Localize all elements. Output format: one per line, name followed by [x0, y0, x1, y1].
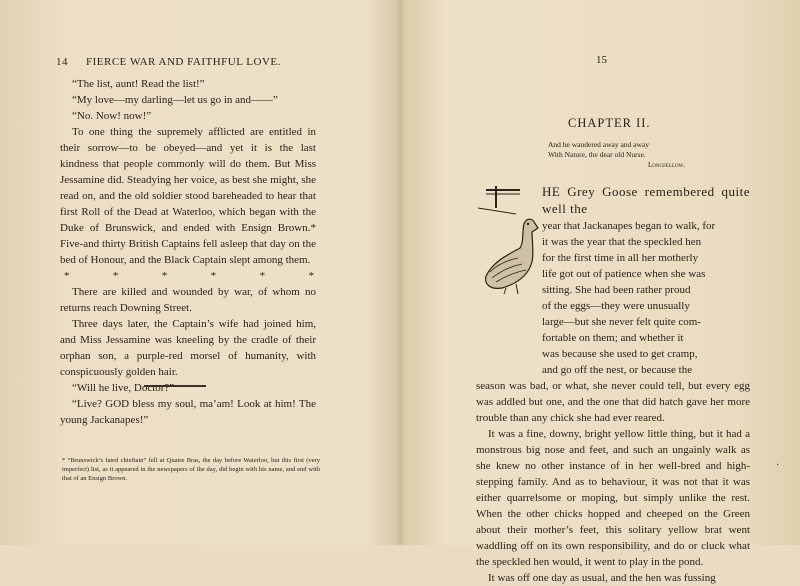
paragraph: season was bad, or what, she never could tell, but every egg was addled but one, and the one that did hatch gave her more trouble than any chick she had ever reared.: [476, 380, 750, 424]
left-page: [0, 0, 400, 545]
running-head-title: FIERCE WAR AND FAITHFUL LOVE.: [86, 56, 281, 68]
footnote: * “Brunswick’s fated chieftain” fell at Quatre Bras, the day before Waterloo, but this first (very imperfect) list, as it appeared in the newspapers of the day, did begin with his name, and end with that of an Ensign Brown.: [62, 457, 320, 482]
paragraph: To one thing the supremely afflicted are entitled in their sorrow—to be obeyed—and yet it is the last kindness that people commonly will do them. But Miss Jessamine did. Steadying her voice, as best she might, she read on, and the old soldier stood bareheaded to hear that first Roll of the Dead at Waterloo, which began with the Duke of Brunswick, and ended with Ensign Brown.* Five-and thirty British Captains fell asleep that day on the bed of Honour, and the Black Captain slept among them.: [60, 126, 316, 266]
paragraph: It was off one day as usual, and the hen was fussing: [488, 572, 716, 584]
epigraph: [548, 140, 748, 170]
epigraph-line: And he wandered away and away: [548, 140, 649, 149]
wrapped-line: fortable on them; and whether it: [542, 332, 684, 344]
wrapped-line: it was the year that the speckled hen: [542, 236, 702, 248]
section-break-stars: [64, 268, 314, 284]
dialogue-line: “Will he live, Doctor?”: [72, 382, 175, 394]
chapter-title: CHAPTER II.: [568, 116, 651, 130]
dropcap-line: [476, 184, 750, 218]
star: *: [259, 270, 266, 282]
left-page-body: [60, 76, 316, 428]
paragraph: It was a fine, downy, bright yellow little thing, but it had a monstrous big nose and feet, and such an ungainly walk as she knew no other instance of in her well-bred and high-stepping family. And as to behaviour, it was not that it was either quarrelsome or moping, but simply unlike the rest. When the other chicks hopped and cheeped on the Green about their mother’s feet, this solitary yellow brat went waddling off on its own responsibility, and do or cluck what the speckled hen would, it went to play in the pond.: [476, 428, 750, 568]
wrapped-line: year that Jackanapes began to walk, for: [542, 220, 716, 232]
page-number-left: 14: [56, 56, 68, 68]
wrapped-line: for the first time in all her motherly: [542, 252, 699, 264]
wrapped-line: and go off the nest, or because the: [542, 364, 693, 376]
wrapped-line: large—but she never felt quite com-: [542, 316, 701, 328]
wrapped-line: was because she used to get cramp,: [542, 348, 698, 360]
epigraph-line: With Nature, the dear old Nurse.: [548, 150, 646, 159]
dialogue-line: “No. Now! now!”: [72, 110, 152, 122]
star: *: [161, 270, 168, 282]
opening-line: HE Grey Goose remembered quite well the: [542, 184, 750, 216]
dialogue-line: “My love—my darling—let us go in and——”: [72, 94, 278, 106]
dialogue-line: “The list, aunt! Read the list!”: [72, 78, 205, 90]
epigraph-author: Longfellow.: [648, 161, 686, 169]
paper-speck: ·: [776, 460, 780, 471]
star: *: [112, 270, 119, 282]
right-page-body: [476, 184, 750, 586]
wrapped-line: life got out of patience when she was: [542, 268, 706, 280]
wrapped-line: of the eggs—they were unusually: [542, 300, 690, 312]
page-number-right: 15: [596, 54, 607, 66]
right-page: [400, 0, 800, 584]
paragraph: There are killed and wounded by war, of whom no returns reach Downing Street.: [60, 286, 316, 314]
wrapped-line: sitting. She had been rather proud: [542, 284, 691, 296]
section-rule: [144, 385, 206, 388]
star: *: [308, 270, 314, 282]
paragraph: “Live? GOD bless my soul, ma’am! Look at him! The young Jackanapes!”: [60, 398, 316, 426]
star: *: [64, 270, 70, 282]
star: *: [210, 270, 217, 282]
paragraph: Three days later, the Captain’s wife had joined him, and Miss Jessamine was kneeling by the cradle of their orphan son, a purple-red morsel of humanity, with conspicuously golden hair.: [60, 318, 316, 378]
